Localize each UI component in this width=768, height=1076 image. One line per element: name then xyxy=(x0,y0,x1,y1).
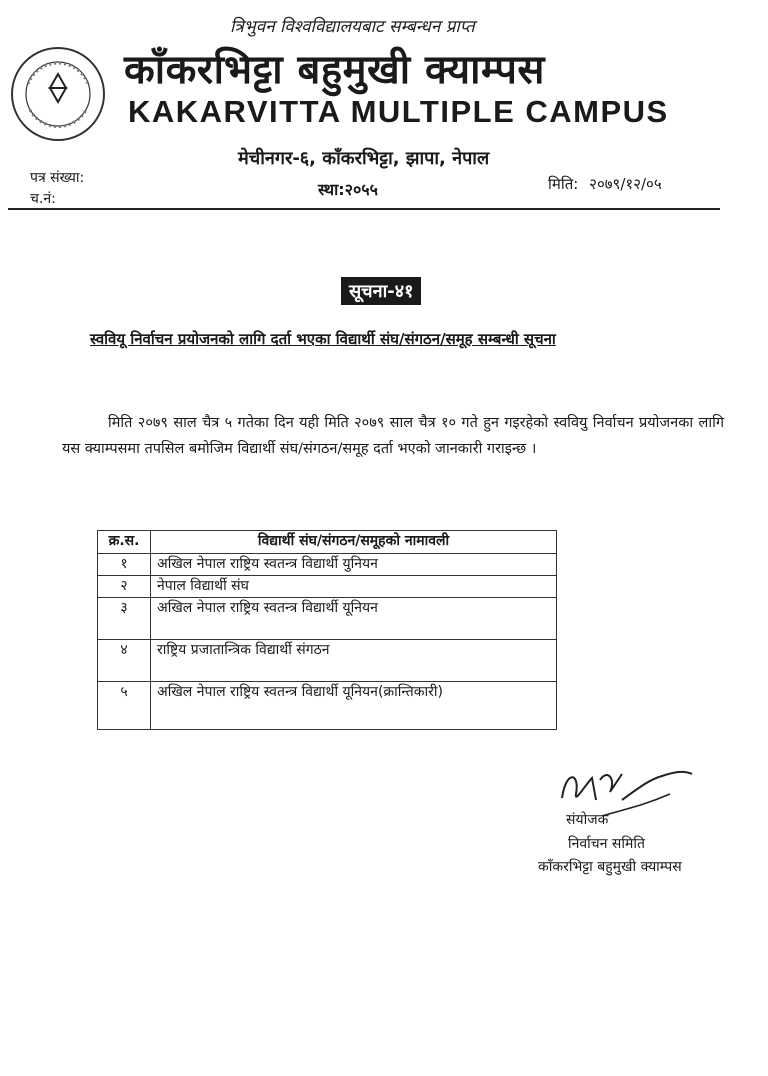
table-row xyxy=(98,682,557,730)
established-text: स्था:२०५५ xyxy=(318,180,378,199)
row-sn: ४ xyxy=(98,640,151,682)
row-name: अखिल नेपाल राष्ट्रिय स्वतन्त्र विद्यार्थी युनियन xyxy=(151,554,557,576)
column-header-sn: क्र.स. xyxy=(98,531,151,554)
signature-committee: निर्वाचन समिति xyxy=(568,836,645,852)
row-sn: २ xyxy=(98,576,151,598)
header-divider xyxy=(8,208,720,210)
table-row xyxy=(98,640,557,682)
chalani-label: च.नं: xyxy=(30,191,56,207)
affiliation-text: त्रिभुवन विश्वविद्यालयबाट सम्बन्धन प्राप्त xyxy=(230,17,475,37)
row-name: अखिल नेपाल राष्ट्रिय स्वतन्त्र विद्यार्थी यूनियन(क्रान्तिकारी) xyxy=(151,682,557,730)
date-label: मिति: xyxy=(548,175,579,193)
signature-campus: काँकरभिट्टा बहुमुखी क्याम्पस xyxy=(538,859,682,875)
notice-body: मिति २०७९ साल चैत्र ५ गतेका दिन यही मिति २०७९ साल चैत्र १० गते हुन गइरहेको स्ववियु निर्वाचन प्रयोजनका लागि यस क्याम्पसमा तपसिल बमोजिम विद्यार्थी संघ/संगठन/समूह दर्ता भएको जानकारी गराइन्छ । xyxy=(62,415,724,457)
row-name: राष्ट्रिय प्रजातान्त्रिक विद्यार्थी संगठन xyxy=(151,640,557,682)
column-header-name: विद्यार्थी संघ/संगठन/समूहको नामावली xyxy=(151,531,557,554)
date-line xyxy=(548,174,662,194)
patra-sankhya-label: पत्र संख्या: xyxy=(30,170,85,186)
table-header-row xyxy=(98,531,557,554)
campus-address: मेचीनगर-६, काँकरभिट्टा, झापा, नेपाल xyxy=(238,148,490,169)
row-name: अखिल नेपाल राष्ट्रिय स्वतन्त्र विद्यार्थी यूनियन xyxy=(151,598,557,640)
table-row xyxy=(98,554,557,576)
campus-seal-icon xyxy=(8,44,108,144)
table-row xyxy=(98,576,557,598)
organizations-table xyxy=(97,530,557,730)
campus-name-english: KAKARVITTA MULTIPLE CAMPUS xyxy=(128,94,669,129)
table-row xyxy=(98,598,557,640)
row-sn: १ xyxy=(98,554,151,576)
row-sn: ५ xyxy=(98,682,151,730)
row-sn: ३ xyxy=(98,598,151,640)
row-name: नेपाल विद्यार्थी संघ xyxy=(151,576,557,598)
signature-role: संयोजक xyxy=(566,812,609,828)
date-value: २०७९/१२/०५ xyxy=(589,175,662,193)
notice-subject: स्ववियू निर्वाचन प्रयोजनको लागि दर्ता भएका विद्यार्थी संघ/संगठन/समूह सम्बन्धी सूचना xyxy=(90,330,556,348)
notice-number-badge: सूचना-४१ xyxy=(341,277,421,305)
campus-name-nepali: काँकरभिट्टा बहुमुखी क्याम्पस xyxy=(124,47,545,93)
